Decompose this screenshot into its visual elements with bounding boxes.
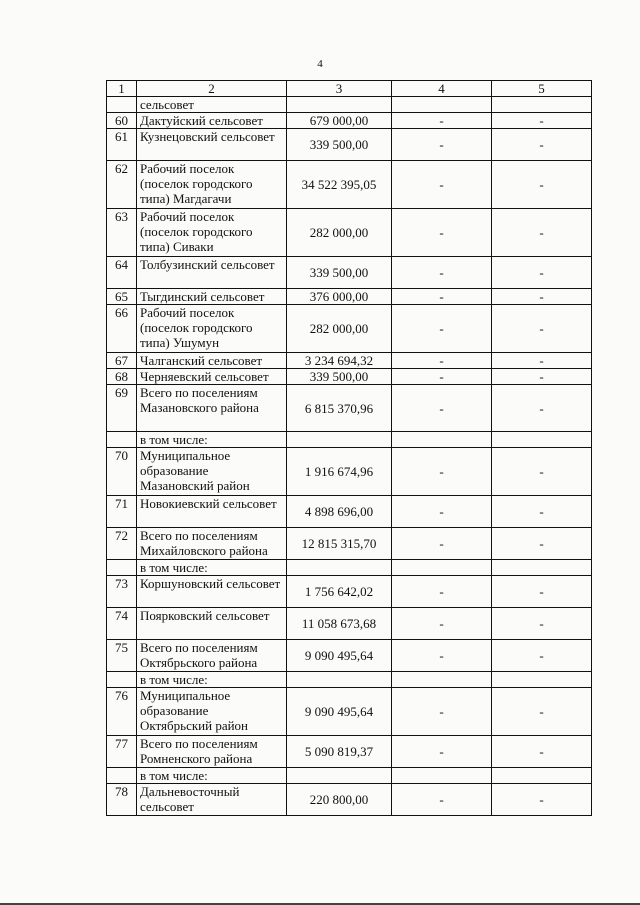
row-value: 6 815 370,96: [287, 385, 392, 432]
table-row: [107, 385, 592, 432]
row-name: Новокиевский сельсовет: [137, 496, 287, 528]
row-value: [287, 672, 392, 688]
row-number: [107, 672, 137, 688]
table-row: [107, 369, 592, 385]
row-value: 34 522 395,05: [287, 161, 392, 209]
row-number: 66: [107, 305, 137, 353]
row-col5: -: [492, 257, 592, 289]
table-row: [107, 576, 592, 608]
table-row: [107, 448, 592, 496]
row-value: 376 000,00: [287, 289, 392, 305]
row-number: 76: [107, 688, 137, 736]
table-row: [107, 736, 592, 768]
row-col4: -: [392, 257, 492, 289]
row-col4: -: [392, 353, 492, 369]
row-name: Дальневосточный сельсовет: [137, 784, 287, 816]
row-value: 1 916 674,96: [287, 448, 392, 496]
table-row: [107, 305, 592, 353]
row-name: в том числе:: [137, 672, 287, 688]
row-col5: -: [492, 369, 592, 385]
row-col5: [492, 97, 592, 113]
row-col4: -: [392, 385, 492, 432]
row-col5: -: [492, 353, 592, 369]
row-col4: -: [392, 305, 492, 353]
row-col5: -: [492, 113, 592, 129]
row-col5: -: [492, 688, 592, 736]
table-row: [107, 113, 592, 129]
row-name: Толбузинский сельсовет: [137, 257, 287, 289]
row-col5: [492, 768, 592, 784]
table-row: [107, 97, 592, 113]
table-row: [107, 560, 592, 576]
row-number: 78: [107, 784, 137, 816]
row-col4: -: [392, 640, 492, 672]
column-header-5: 5: [492, 81, 592, 97]
table-row: [107, 688, 592, 736]
row-col5: -: [492, 608, 592, 640]
row-value: [287, 560, 392, 576]
row-col4: -: [392, 608, 492, 640]
row-name: Муниципальное образование Мазановский район: [137, 448, 287, 496]
row-value: 1 756 642,02: [287, 576, 392, 608]
row-value: 12 815 315,70: [287, 528, 392, 560]
row-name: Чалганский сельсовет: [137, 353, 287, 369]
row-number: 65: [107, 289, 137, 305]
row-name: Рабочий поселок (поселок городского типа) Магдагачи: [137, 161, 287, 209]
row-number: 77: [107, 736, 137, 768]
row-col4: -: [392, 528, 492, 560]
row-number: [107, 97, 137, 113]
row-number: 75: [107, 640, 137, 672]
row-col5: [492, 432, 592, 448]
row-col4: -: [392, 289, 492, 305]
row-number: 64: [107, 257, 137, 289]
row-col4: -: [392, 129, 492, 161]
row-name: Всего по поселениям Михайловского района: [137, 528, 287, 560]
row-value: 220 800,00: [287, 784, 392, 816]
row-number: [107, 560, 137, 576]
row-col5: [492, 560, 592, 576]
row-col5: -: [492, 305, 592, 353]
table-row: [107, 129, 592, 161]
row-value: [287, 768, 392, 784]
row-col4: [392, 768, 492, 784]
allocation-table: [106, 80, 592, 816]
row-name: Всего по поселениям Ромненского района: [137, 736, 287, 768]
row-col5: -: [492, 209, 592, 257]
row-col4: -: [392, 113, 492, 129]
row-number: 72: [107, 528, 137, 560]
row-name: Тыгдинский сельсовет: [137, 289, 287, 305]
row-value: [287, 432, 392, 448]
row-name: Муниципальное образование Октябрьский район: [137, 688, 287, 736]
table-row: [107, 289, 592, 305]
table-header-row: [107, 81, 592, 97]
column-header-2: 2: [137, 81, 287, 97]
row-value: 339 500,00: [287, 129, 392, 161]
row-value: 282 000,00: [287, 209, 392, 257]
row-number: 71: [107, 496, 137, 528]
row-value: 282 000,00: [287, 305, 392, 353]
row-col4: -: [392, 161, 492, 209]
row-col4: [392, 97, 492, 113]
table-row: [107, 496, 592, 528]
row-value: 9 090 495,64: [287, 688, 392, 736]
row-col5: -: [492, 640, 592, 672]
row-col5: -: [492, 528, 592, 560]
row-name: Рабочий поселок (поселок городского типа) Сиваки: [137, 209, 287, 257]
table-row: [107, 353, 592, 369]
row-col5: -: [492, 129, 592, 161]
row-number: [107, 432, 137, 448]
row-col5: -: [492, 289, 592, 305]
table-row: [107, 209, 592, 257]
row-col5: -: [492, 448, 592, 496]
row-col4: -: [392, 448, 492, 496]
row-number: 73: [107, 576, 137, 608]
table-row: [107, 432, 592, 448]
table-row: [107, 784, 592, 816]
row-name: Коршуновский сельсовет: [137, 576, 287, 608]
row-name: Кузнецовский сельсовет: [137, 129, 287, 161]
row-value: 5 090 819,37: [287, 736, 392, 768]
table-row: [107, 640, 592, 672]
row-name: Поярковский сельсовет: [137, 608, 287, 640]
table-body: [107, 97, 592, 816]
row-col4: -: [392, 369, 492, 385]
row-value: 339 500,00: [287, 257, 392, 289]
row-value: [287, 97, 392, 113]
row-col5: -: [492, 496, 592, 528]
row-number: 70: [107, 448, 137, 496]
table-row: [107, 768, 592, 784]
table-row: [107, 608, 592, 640]
row-col4: -: [392, 209, 492, 257]
row-name: в том числе:: [137, 560, 287, 576]
column-header-4: 4: [392, 81, 492, 97]
table-row: [107, 257, 592, 289]
row-name: Дактуйский сельсовет: [137, 113, 287, 129]
column-header-1: 1: [107, 81, 137, 97]
row-col5: -: [492, 784, 592, 816]
row-number: 62: [107, 161, 137, 209]
row-col4: -: [392, 496, 492, 528]
row-number: 67: [107, 353, 137, 369]
row-col5: -: [492, 736, 592, 768]
row-number: 68: [107, 369, 137, 385]
row-number: 60: [107, 113, 137, 129]
row-number: 63: [107, 209, 137, 257]
row-col4: -: [392, 736, 492, 768]
row-name: Всего по поселениям Октябрьского района: [137, 640, 287, 672]
page-number: 4: [317, 58, 323, 70]
row-col5: [492, 672, 592, 688]
row-value: 11 058 673,68: [287, 608, 392, 640]
row-value: 9 090 495,64: [287, 640, 392, 672]
row-number: 69: [107, 385, 137, 432]
row-col4: -: [392, 688, 492, 736]
row-col4: [392, 672, 492, 688]
row-value: 679 000,00: [287, 113, 392, 129]
row-name: Черняевский сельсовет: [137, 369, 287, 385]
row-col4: [392, 560, 492, 576]
row-value: 339 500,00: [287, 369, 392, 385]
row-name: в том числе:: [137, 432, 287, 448]
row-col4: -: [392, 576, 492, 608]
row-col4: -: [392, 784, 492, 816]
row-value: 3 234 694,32: [287, 353, 392, 369]
row-name: Рабочий поселок (поселок городского типа) Ушумун: [137, 305, 287, 353]
row-number: [107, 768, 137, 784]
row-value: 4 898 696,00: [287, 496, 392, 528]
table-row: [107, 528, 592, 560]
table-row: [107, 161, 592, 209]
row-col5: -: [492, 161, 592, 209]
row-name: Всего по поселениям Мазановского района: [137, 385, 287, 432]
row-number: 61: [107, 129, 137, 161]
row-name: в том числе:: [137, 768, 287, 784]
row-col5: -: [492, 385, 592, 432]
row-col4: [392, 432, 492, 448]
table-row: [107, 672, 592, 688]
row-number: 74: [107, 608, 137, 640]
row-col5: -: [492, 576, 592, 608]
column-header-3: 3: [287, 81, 392, 97]
row-name: сельсовет: [137, 97, 287, 113]
